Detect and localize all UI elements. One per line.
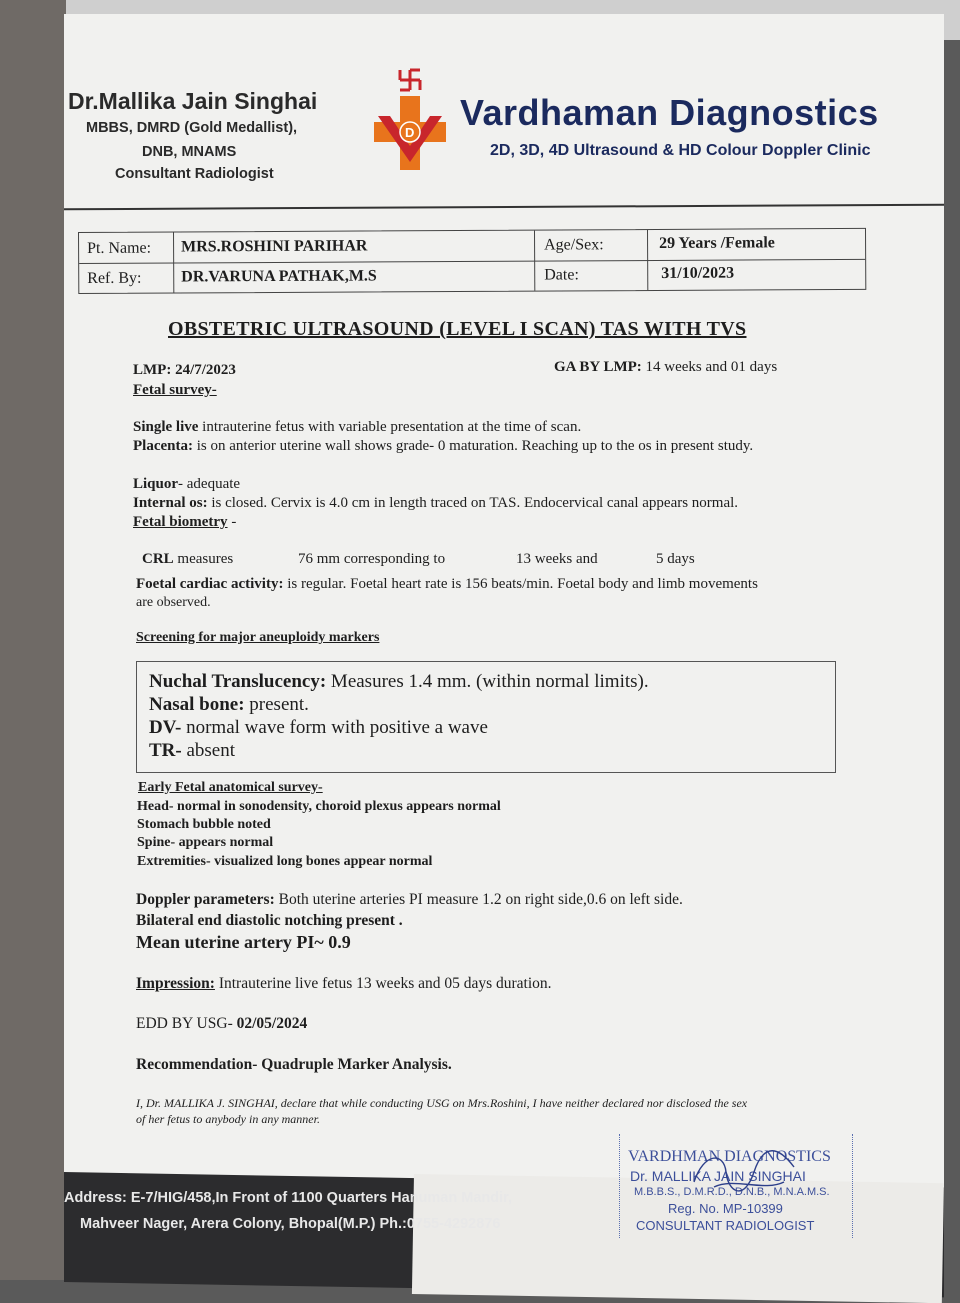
- stamp-title: CONSULTANT RADIOLOGIST: [636, 1218, 815, 1233]
- clinic-name: Vardhaman Diagnostics: [460, 92, 879, 133]
- spine-finding: Spine- appears normal: [137, 835, 274, 850]
- recommendation: Recommendation- Quadruple Marker Analysis.: [136, 1056, 452, 1073]
- edd-label: EDD BY USG-: [136, 1015, 233, 1032]
- stamp-doctor-name: Dr. MALLIKA JAIN SINGHAI: [630, 1168, 806, 1184]
- address-line-1: Address: E-7/HIG/458,In Front of 1100 Quarters Hanuman Mandir,: [64, 1190, 513, 1206]
- dv-label: DV-: [149, 717, 182, 738]
- fetal-biometry-heading: [133, 514, 236, 531]
- doppler-label: Doppler parameters:: [136, 891, 275, 908]
- declaration-line-1: I, Dr. MALLIKA J. SINGHAI, declare that while conducting USG on Mrs.Roshini, I have neither declared nor disclosed the sex: [136, 1096, 748, 1110]
- impression-line: [136, 975, 552, 993]
- report-title: OBSTETRIC ULTRASOUND (LEVEL I SCAN) TAS WITH TVS: [168, 318, 747, 340]
- stamp-reg-no: Reg. No. MP-10399: [668, 1201, 783, 1216]
- age-sex-label: Age/Sex:: [544, 236, 604, 254]
- patient-name-value: MRS.ROSHINI PARIHAR: [181, 237, 368, 256]
- patient-info-table: [78, 228, 866, 294]
- stamp-clinic-name: VARDHMAN DIAGNOSTICS: [628, 1148, 831, 1165]
- report-sheet: [64, 14, 944, 1280]
- logo-letter: D: [405, 125, 415, 140]
- crl-row: [142, 551, 233, 568]
- placenta-line: [133, 438, 753, 455]
- fetal-biometry-label: Fetal biometry: [133, 514, 228, 530]
- ga-by-lmp: [554, 359, 777, 376]
- nt-line: [149, 671, 649, 693]
- nt-text: Measures 1.4 mm. (within normal limits).: [330, 671, 649, 692]
- liquor-line: [133, 476, 240, 493]
- crl-measures: measures: [177, 551, 234, 567]
- declaration-line-2: of her fetus to anybody in any manner.: [136, 1112, 320, 1126]
- clinic-tagline: 2D, 3D, 4D Ultrasound & HD Colour Doppler Clinic: [490, 142, 871, 159]
- header-divider: [64, 204, 944, 211]
- crl-value: 76 mm corresponding to: [298, 551, 446, 567]
- notching-text: Bilateral end diastolic notching present .: [136, 912, 403, 929]
- tr-line: [149, 740, 235, 762]
- crl-label: CRL: [142, 551, 174, 567]
- placenta-text: is on anterior uterine wall shows grade- 0 maturation. Reaching up to the os in present study.: [196, 438, 754, 454]
- aneuploidy-markers-box: [136, 661, 836, 773]
- liquor-label: Liquor: [133, 476, 179, 492]
- edd-value: 02/05/2024: [236, 1015, 308, 1032]
- date-value: 31/10/2023: [661, 264, 735, 282]
- cardiac-text: is regular. Foetal heart rate is 156 beats/min. Foetal body and limb movements: [287, 576, 758, 592]
- impression-text: Intrauterine live fetus 13 weeks and 05 days duration.: [218, 975, 552, 992]
- impression-label: Impression:: [136, 975, 215, 992]
- internal-os-label: Internal os:: [133, 495, 208, 511]
- crl-weeks: 13 weeks and: [516, 551, 598, 567]
- doctor-title: Consultant Radiologist: [115, 166, 274, 182]
- address-line-2: Mahveer Nager, Arera Colony, Bhopal(M.P.) Ph.:0755-4292876: [80, 1216, 501, 1232]
- placenta-label: Placenta:: [133, 438, 193, 454]
- doppler-line: [136, 891, 683, 909]
- anatomical-survey-heading: Early Fetal anatomical survey-: [138, 780, 323, 795]
- dv-text: normal wave form with positive a wave: [186, 717, 488, 738]
- doctor-qualification-2: DNB, MNAMS: [142, 144, 237, 160]
- cardiac-line: [136, 576, 758, 593]
- nt-label: Nuchal Translucency:: [149, 671, 327, 692]
- cardiac-text-2: are observed.: [136, 595, 211, 610]
- stomach-finding: Stomach bubble noted: [137, 817, 271, 832]
- single-live-line: [133, 419, 581, 436]
- liquor-text: - adequate: [178, 476, 241, 492]
- nasal-text: present.: [249, 694, 309, 715]
- background-left: [0, 0, 66, 1280]
- screening-heading: Screening for major aneuploidy markers: [136, 630, 380, 645]
- single-live-label: Single live: [133, 419, 199, 435]
- extremities-finding: Extremities- visualized long bones appear normal: [137, 854, 433, 869]
- mean-pi-text: Mean uterine artery PI~ 0.9: [136, 932, 351, 952]
- fetal-survey-heading: Fetal survey-: [133, 382, 217, 398]
- stamp-qualifications: M.B.B.S., D.M.R.D., D.N.B., M.N.A.M.S.: [634, 1186, 830, 1198]
- doppler-text: Both uterine arteries PI measure 1.2 on right side,0.6 on left side.: [278, 891, 683, 908]
- tr-label: TR-: [149, 740, 182, 761]
- edd-line: [136, 1015, 307, 1033]
- table-divider: [79, 259, 865, 264]
- internal-os-text: is closed. Cervix is 4.0 cm in length traced on TAS. Endocervical canal appears normal.: [211, 495, 739, 511]
- internal-os-line: [133, 495, 738, 512]
- signature-scribble: [684, 1142, 804, 1212]
- head-finding: Head- normal in sonodensity, choroid plexus appears normal: [137, 799, 501, 814]
- patient-name-label: Pt. Name:: [87, 239, 152, 257]
- ref-by-value: DR.VARUNA PATHAK,M.S: [181, 267, 377, 286]
- tr-text: absent: [186, 740, 236, 761]
- fetal-biometry-dash: -: [231, 514, 237, 530]
- lmp: LMP: 24/7/2023: [133, 362, 236, 378]
- doctor-qualification-1: MBBS, DMRD (Gold Medallist),: [86, 120, 298, 136]
- nasal-label: Nasal bone:: [149, 694, 245, 715]
- dv-line: [149, 717, 488, 739]
- ga-label: GA BY LMP:: [554, 359, 642, 375]
- doctor-name: Dr.Mallika Jain Singhai: [68, 88, 318, 114]
- date-label: Date:: [544, 266, 579, 284]
- single-live-text: intrauterine fetus with variable presentation at the time of scan.: [202, 419, 582, 435]
- crl-days: 5 days: [656, 551, 695, 567]
- clinic-logo: [370, 66, 454, 176]
- nasal-bone-line: [149, 694, 309, 716]
- ref-by-label: Ref. By:: [87, 269, 142, 287]
- ga-value: 14 weeks and 01 days: [645, 359, 778, 375]
- cardiac-label: Foetal cardiac activity:: [136, 576, 284, 592]
- age-sex-value: 29 Years /Female: [659, 234, 775, 252]
